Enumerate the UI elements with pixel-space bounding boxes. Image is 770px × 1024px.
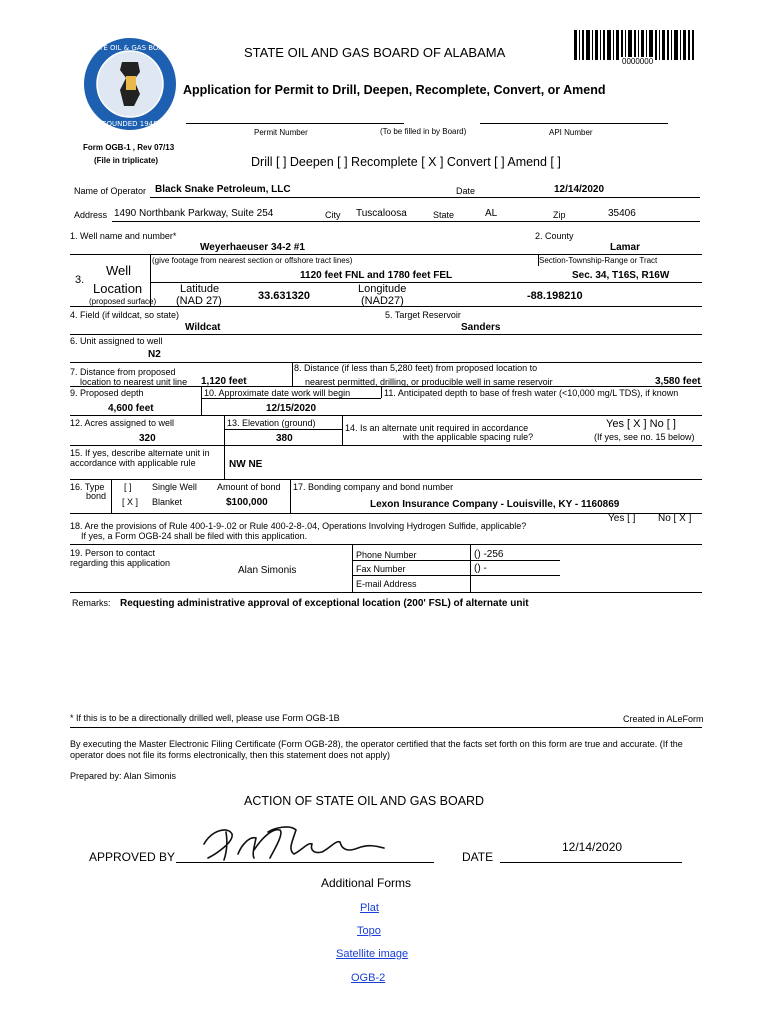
distance-to-well: 3,580 feet [655, 376, 701, 387]
single-well-label: Single Well [152, 482, 197, 492]
phone-label: Phone Number [356, 550, 417, 560]
phone-number: () -256 [474, 549, 504, 560]
topo-link[interactable]: Topo [357, 925, 381, 937]
zip: 35406 [608, 208, 636, 219]
footage-note: (give footage from nearest section or offshore tract lines) [152, 256, 353, 265]
longitude-datum: (NAD27) [361, 295, 404, 307]
longitude: -88.198210 [527, 290, 583, 302]
location-label: Location [93, 281, 143, 296]
certification-statement: By executing the Master Electronic Filing Certificate (Form OGB-28), the operator certified that the facts set forth on this form are true and accurate. (If the operator does not file its forms electronically, then this statement does not apply) [70, 739, 683, 760]
bond-type-label-2: bond [86, 491, 107, 501]
state: AL [485, 208, 498, 219]
prepared-by: Prepared by: Alan Simonis [70, 771, 177, 781]
contact-name: Alan Simonis [238, 565, 297, 576]
address-label: Address [74, 210, 108, 220]
h2s-yes: Yes [ ] [608, 513, 636, 524]
distance-unit-label-2: location to nearest unit line [80, 377, 188, 387]
distance-well-label-1: 8. Distance (if less than 5,280 feet) from proposed location to [294, 363, 538, 373]
approved-by-label: APPROVED BY [89, 850, 176, 864]
bond-amount: $100,000 [226, 497, 268, 508]
contact-label-1: 19. Person to contact [70, 548, 156, 558]
acres-label: 12. Acres assigned to well [70, 418, 175, 428]
city: Tuscaloosa [356, 208, 407, 219]
county-label: 2. County [535, 231, 574, 241]
plat-link[interactable]: Plat [360, 902, 379, 914]
remarks-label: Remarks: [72, 598, 111, 608]
section-township-range: Sec. 34, T16S, R16W [572, 270, 670, 281]
distance-well-label-2: nearest permitted, drilling, or producible well in same reservoir [305, 377, 553, 387]
elevation-label: 13. Elevation (ground) [227, 418, 316, 428]
file-note: (File in triplicate) [94, 156, 159, 165]
email-label: E-mail Address [356, 579, 417, 589]
action-checkboxes: Drill [ ] Deepen [ ] Recomplete [ X ] Convert [ ] Amend [ ] [251, 155, 561, 169]
latitude: 33.631320 [258, 290, 310, 302]
proposed-depth: 4,600 feet [108, 403, 154, 414]
single-well-checkbox: [ ] [124, 482, 132, 492]
fax-label: Fax Number [356, 564, 406, 574]
svg-text:STATE OIL & GAS BOARD: STATE OIL & GAS BOARD [86, 44, 174, 52]
start-date: 12/15/2020 [266, 403, 317, 414]
depth-label: 9. Proposed depth [70, 388, 144, 398]
approver-signature [198, 820, 388, 864]
created-in: Created in ALeForm [623, 714, 704, 724]
bond-type-label-1: 16. Type [70, 482, 105, 492]
describe-unit-label-2: accordance with applicable rule [70, 458, 196, 468]
satellite-image-link[interactable]: Satellite image [336, 948, 409, 960]
bond-amount-label: Amount of bond [217, 482, 281, 492]
describe-unit-label-1: 15. If yes, describe alternate unit in [70, 448, 210, 458]
approval-date: 12/14/2020 [562, 840, 623, 854]
latitude-label: Latitude [180, 283, 220, 295]
longitude-label: Longitude [358, 283, 407, 295]
start-date-label: 10. Approximate date work will begin [204, 388, 351, 398]
target-label: 5. Target Reservoir [385, 310, 461, 320]
form-number: Form OGB-1 , Rev 07/13 [83, 143, 175, 152]
remarks-text: Requesting administrative approval of exceptional location (200' FSL) of alternate unit [120, 598, 529, 609]
alternate-unit-label-2: with the applicable spacing rule? [403, 432, 534, 442]
api-number-label: API Number [549, 128, 593, 137]
zip-label: Zip [553, 210, 566, 220]
additional-forms-heading: Additional Forms [321, 876, 412, 890]
field-label: 4. Field (if wildcat, so state) [70, 310, 180, 320]
well-name-label: 1. Well name and number* [70, 231, 177, 241]
fresh-water-label: 11. Anticipated depth to base of fresh water (<10,000 mg/L TDS), if known [384, 388, 679, 398]
svg-text:FOUNDED 1945: FOUNDED 1945 [102, 120, 158, 128]
alternate-unit-note: (If yes, see no. 15 below) [594, 432, 695, 442]
address: 1490 Northbank Parkway, Suite 254 [114, 208, 274, 219]
county: Lamar [610, 242, 641, 253]
distance-unit-label-1: 7. Distance from proposed [70, 367, 176, 377]
h2s-question: 18. Are the provisions of Rule 400-1-9-.02 or Rule 400-2-8-.04, Operations Involving Hydrogen Sulfide, applicable? [70, 521, 527, 531]
distance-to-unit-line: 1,120 feet [201, 376, 247, 387]
bonding-company-label: 17. Bonding company and bond number [293, 482, 454, 492]
acres: 320 [139, 433, 156, 444]
blanket-checkbox: [ X ] [122, 497, 139, 507]
alternate-unit-description: NW NE [229, 459, 263, 470]
bonding-company: Lexon Insurance Company - Louisville, KY - 1160869 [370, 499, 620, 510]
item-3-number: 3. [75, 274, 85, 286]
target-reservoir: Sanders [461, 322, 501, 333]
h2s-note: If yes, a Form OGB-24 shall be filed with this application. [81, 531, 308, 541]
latitude-datum: (NAD 27) [176, 295, 222, 307]
barcode [574, 30, 694, 70]
well-name: Weyerhaeuser 34-2 #1 [200, 242, 305, 253]
unit-label: 6. Unit assigned to well [70, 336, 163, 346]
footage: 1120 feet FNL and 1780 feet FEL [300, 270, 453, 281]
elevation: 380 [276, 433, 293, 444]
unit: N2 [148, 349, 161, 360]
field: Wildcat [185, 322, 221, 333]
h2s-no: No [ X ] [658, 513, 692, 524]
proposed-surface-note: (proposed surface) [89, 297, 157, 306]
state-seal [82, 36, 178, 132]
date-label: Date [456, 186, 476, 196]
fax-number: () - [474, 563, 487, 574]
operator-name: Black Snake Petroleum, LLC [155, 184, 291, 195]
city-label: City [325, 210, 341, 220]
blanket-label: Blanket [152, 497, 183, 507]
operator-name-label: Name of Operator [74, 186, 147, 196]
agency-name: STATE OIL AND GAS BOARD OF ALABAMA [244, 45, 506, 60]
action-title: ACTION OF STATE OIL AND GAS BOARD [244, 794, 485, 808]
permit-number-label: Permit Number [254, 128, 308, 137]
directional-footnote: * If this is to be a directionally drilled well, please use Form OGB-1B [70, 713, 340, 723]
state-label: State [433, 210, 455, 220]
approval-date-label: DATE [462, 850, 494, 864]
ogb-2-link[interactable]: OGB-2 [351, 972, 386, 984]
barcode-text: 0000000 [622, 57, 654, 66]
well-label: Well [106, 263, 132, 278]
to-be-filled-note: (To be filled in by Board) [380, 127, 467, 136]
form-title: Application for Permit to Drill, Deepen, Recomplete, Convert, or Amend [183, 83, 606, 97]
contact-label-2: regarding this application [70, 558, 171, 568]
alternate-unit-label-1: 14. Is an alternate unit required in accordance [345, 423, 529, 433]
application-date: 12/14/2020 [554, 184, 605, 195]
alternate-unit-answer: Yes [ X ] No [ ] [606, 418, 676, 430]
str-label: Section-Township-Range or Tract [539, 256, 658, 265]
